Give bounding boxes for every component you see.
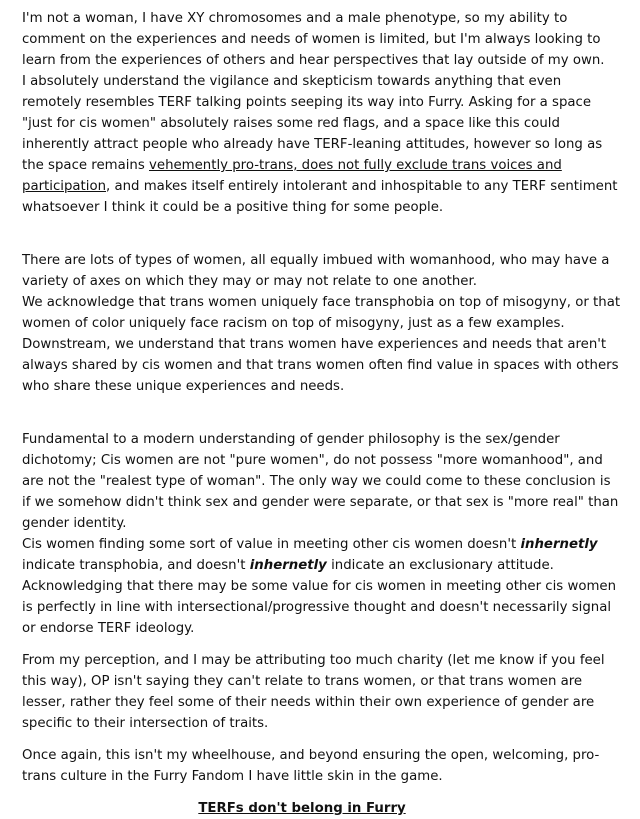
intro-conclusion-text: , and makes itself entirely intolerant and inhospitable to any TERF sentiment whatsoever I think it could be a positive thing for some people. — [22, 179, 618, 215]
paragraph-spacer — [22, 787, 622, 798]
closing-statement: TERFs don't belong in Furry — [198, 801, 406, 816]
philosophy-text-2b: indicate transphobia, and doesn't — [22, 558, 250, 573]
types-line-3: Downstream, we understand that trans women have experiences and needs that aren't always shared by cis women and that trans women often find value in spaces with others who share these unique experiences and needs. — [22, 337, 619, 394]
gender-philosophy-paragraph — [22, 429, 622, 639]
document-body — [22, 8, 622, 819]
wheelhouse-paragraph: Once again, this isn't my wheelhouse, and beyond ensuring the open, welcoming, pro-trans culture in the Furry Fandom I have little skin in the game. — [22, 748, 600, 784]
philosophy-text-2c: indicate an exclusionary attitude. Acknowledging that there may be some value for cis women in meeting other cis women is perfectly in line with intersectional/progressive thought and doesn't necessarily signal or endorse TERF ideology. — [22, 558, 617, 636]
paragraph-spacer — [22, 639, 622, 650]
paragraph-spacer — [22, 218, 622, 250]
philosophy-text: Fundamental to a modern understanding of gender philosophy is the sex/gender dichotomy; Cis women are not "pure women", do not possess "more womanhood", and are not the "realest type of woman". The only way we could come to these conclusion is if we somehow didn't think sex and gender were separate, or that sex is "more real" than gender identity. — [22, 432, 619, 531]
underlined-condition-text: vehemently pro-trans, does not fully exclude trans voices and participation — [22, 158, 562, 194]
intro-paragraph — [22, 8, 622, 218]
intro-disclaimer-text: I'm not a woman, I have XY chromosomes and a male phenotype, so my ability to comment on the experiences and needs of women is limited, but I'm always looking to learn from the experiences of others and hear perspectives that lay outside of my own. — [22, 11, 605, 68]
perception-paragraph: From my perception, and I may be attributing too much charity (let me know if you feel this way), OP isn't saying they can't relate to trans women, or that trans women are lesser, rather they feel some of their needs within their own experience of gender are specific to their intersection of traits. — [22, 653, 605, 731]
paragraph-spacer — [22, 397, 622, 429]
intro-concern-text: I absolutely understand the vigilance and skepticism towards anything that even remotely resembles TERF talking points seeping its way into Furry. Asking for a space "just for cis women" absolutely raises some red flags, and a space like this could inherently attract people who already have TERF-leaning attitudes, however so long as the space remains — [22, 74, 603, 173]
philosophy-text-2a: Cis women finding some sort of value in meeting other cis women doesn't — [22, 537, 521, 552]
types-of-women-paragraph — [22, 250, 622, 397]
emphasis-word-2: inhernetly — [249, 558, 327, 573]
paragraph-spacer — [22, 734, 622, 745]
types-line-2: We acknowledge that trans women uniquely face transphobia on top of misogyny, or that women of color uniquely face racism on top of misogyny, just as a few examples. — [22, 295, 621, 331]
types-line-1: There are lots of types of women, all equally imbued with womanhood, who may have a variety of axes on which they may or may not relate to one another. — [22, 253, 610, 289]
emphasis-word-1: inhernetly — [520, 537, 598, 552]
